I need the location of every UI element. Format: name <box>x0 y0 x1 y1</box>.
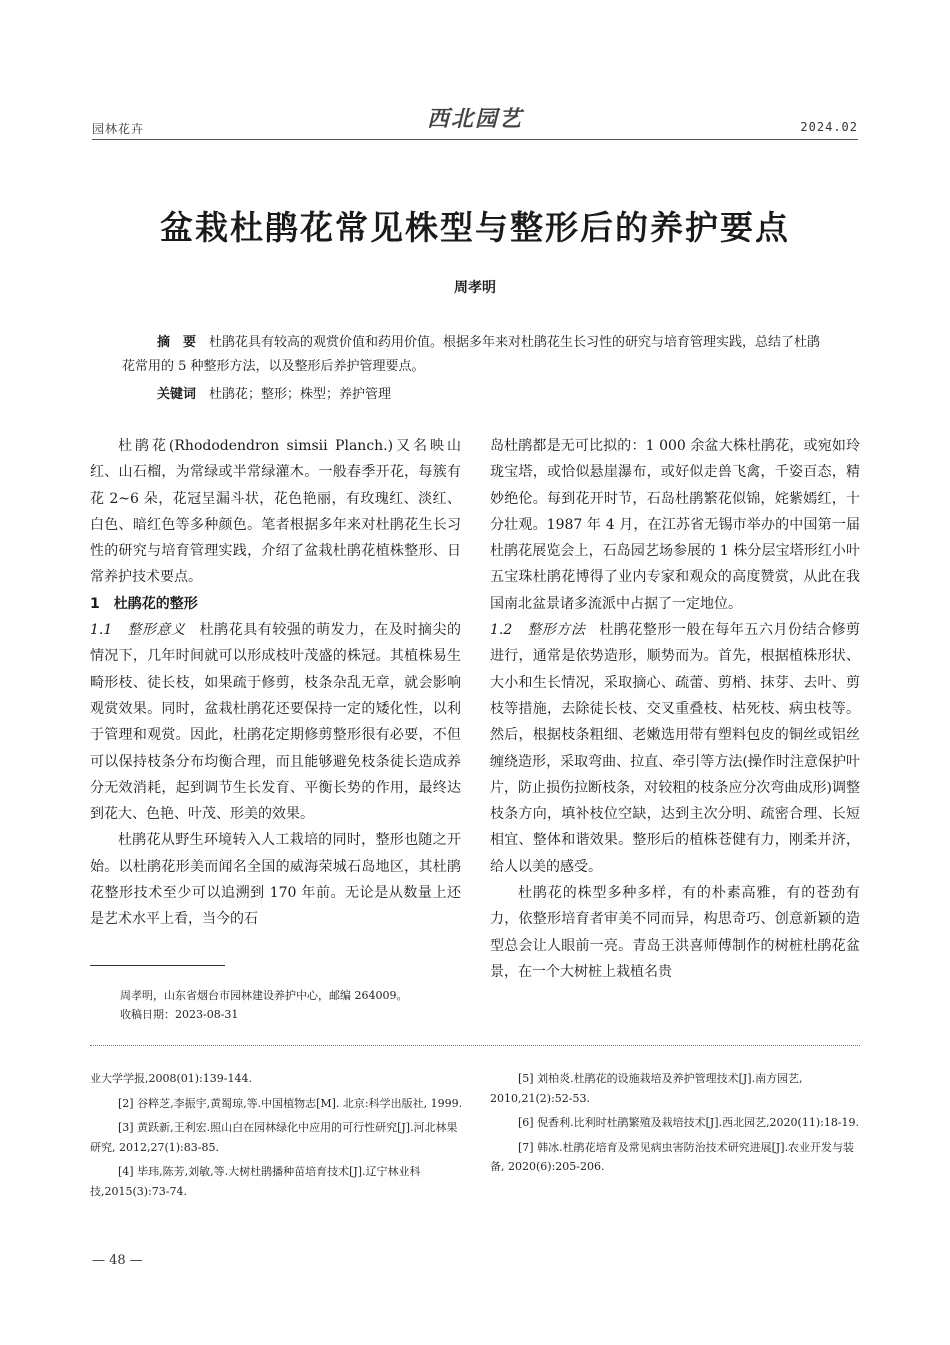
subsection-1-2-text: 杜鹃花整形一般在每年五六月份结合修剪进行，通常是依势造形，顺势而为。首先，根据植株形状、大小和生长情况，采取摘心、疏蕾、剪梢、抹芽、去叶、剪枝等措施，去除徒长枝、交叉重叠枝、枯死枝、病虫枝等。然后，根据枝条粗细、老嫩选用带有塑料包皮的铜丝或铝丝缠绕造形，采取弯曲、拉直、牵引等方法(操作时注意保护叶片，防止损伤拉断枝条，对较粗的枝条应分次弯曲成形)调整枝条方向，填补枝位空缺，达到主次分明、疏密合理、长短相宜、整体和谐效果。整形后的植株苍健有力，刚柔并济，给人以美的感受。 <box>490 622 861 875</box>
subsection-1-1 <box>90 617 461 827</box>
page-number: — 48 — <box>92 1253 143 1268</box>
abstract-text: 杜鹃花具有较高的观赏价值和药用价值。根据多年来对杜鹃花生长习性的研究与培育管理实践，总结了杜鹃花常用的 5 种整形方法，以及整形后养护管理要点。 <box>122 335 821 374</box>
keywords-text: 杜鹃花；整形；株型；养护管理 <box>209 387 392 402</box>
subsection-1-1-text: 杜鹃花具有较强的萌发力，在及时摘尖的情况下，几年时间就可以形成枝叶茂盛的株冠。其植株易生畸形枝、徒长枝，如果疏于修剪，枝条杂乱无章，就会影响观赏效果。同时，盆栽杜鹃花还要保持一定的矮化性，以利于管理和观赏。因此，杜鹃花定期修剪整形很有必要，不但可以保持枝条分布均衡合理，而且能够避免枝条徒长造成养分无效消耗，起到调节生长发育、平衡长势的作用，最终达到花大、色艳、叶茂、形美的效果。 <box>90 622 462 823</box>
abstract-label: 摘 要 <box>157 335 197 350</box>
footnote-received: 收稿日期：2023-08-31 <box>120 1008 239 1021</box>
reference-item: [4] 毕玮,陈芳,刘敏,等.大树杜鹃播种苗培育技术[J].辽宁林业科技,2015(3):73-74. <box>90 1165 421 1198</box>
footnote-affiliation: 周孝明，山东省烟台市园林建设养护中心，邮编 264009。 <box>120 989 408 1002</box>
journal-logo: 西北园艺 <box>426 106 523 132</box>
article-author: 周孝明 <box>454 280 496 296</box>
subsection-1-2-heading: 1.2 整形方法 <box>490 622 586 639</box>
header-issue: 2024.02 <box>800 120 858 134</box>
reference-item: 业大学学报,2008(01):139-144. <box>90 1072 252 1085</box>
article-title: 盆栽杜鹃花常见株型与整形后的养护要点 <box>160 208 790 247</box>
history-paragraph: 杜鹃花从野生环境转入人工栽培的同时，整形也随之开始。以杜鹃花形美而闻名全国的威海荣城石岛地区，其杜鹃花整形技术至少可以追溯到 170 年前。无论是从数量上还是艺术水平上看，当今的石 <box>90 832 461 928</box>
section-1-heading: 1 杜鹃花的整形 <box>90 595 198 612</box>
shidao-paragraph: 岛杜鹃都是无可比拟的：1 000 余盆大株杜鹃花，或宛如玲珑宝塔，或恰似悬崖瀑布，或好似走兽飞禽，千姿百态，精妙绝伦。每到花开时节，石岛杜鹃繁花似锦，姹紫嫣红，十分壮观。1987 年 4 月，在江苏省无锡市举办的中国第一届杜鹃花展览会上，石岛园艺场参展的 1 株分层宝塔形红小叶五宝珠杜鹃花博得了业内专家和观众的高度赞赏，从此在我国南北盆景诸多流派中占据了一定地位。 <box>490 438 860 612</box>
references-divider <box>90 1045 860 1046</box>
subsection-1-2 <box>490 617 860 880</box>
reference-item: [3] 黄跃新,王利宏.照山白在园林绿化中应用的可行性研究[J].河北林果研究, 2012,27(1):83-85. <box>90 1121 458 1154</box>
styles-paragraph: 杜鹃花的株型多种多样，有的朴素高雅，有的苍劲有力，依整形培育者审美不同而异，构思奇巧、创意新颖的造型总会让人眼前一亮。青岛王洪喜师傅制作的树桩杜鹃花盆景，在一个大树桩上栽植名贵 <box>490 885 860 980</box>
footnote-rule <box>90 965 225 966</box>
footnote <box>120 986 465 1024</box>
reference-item: [6] 倪香利.比利时杜鹃繁殖及栽培技术[J].西北园艺,2020(11):18-19. <box>518 1116 860 1129</box>
reference-item: [2] 谷粹芝,李振宇,黄蜀琼,等.中国植物志[M]. 北京:科学出版社, 1999. <box>118 1096 463 1110</box>
abstract <box>122 331 832 379</box>
header-rule <box>92 139 858 140</box>
keywords-label: 关键词 <box>157 387 197 402</box>
subsection-1-1-heading: 1.1 整形意义 <box>90 622 186 639</box>
intro-paragraph: 杜鹃花(Rhododendron simsii Planch.)又名映山红、山石榴，为常绿或半常绿灌木。一般春季开花，每簇有花 2~6 朵，花冠呈漏斗状，花色艳丽，有玫瑰红、淡红、白色、暗红色等多种颜色。笔者根据多年来对杜鹃花生长习性的研究与培育管理实践，介绍了盆栽杜鹃花植株整形、日常养护技术要点。 <box>90 438 461 586</box>
reference-item: [5] 刘柏炎.杜鹃花的设施栽培及养护管理技术[J].南方园艺, 2010,21(2):52-53. <box>490 1072 803 1105</box>
header-section: 园林花卉 <box>92 122 145 136</box>
references-right <box>490 1069 860 1182</box>
body-left-column <box>90 433 461 933</box>
reference-item: [7] 韩冰.杜鹃花培育及常见病虫害防治技术研究进展[J].农业开发与装备, 2020(6):205-206. <box>490 1140 855 1173</box>
keywords <box>157 383 391 407</box>
body-right-column <box>490 433 860 985</box>
references-left <box>90 1069 465 1206</box>
